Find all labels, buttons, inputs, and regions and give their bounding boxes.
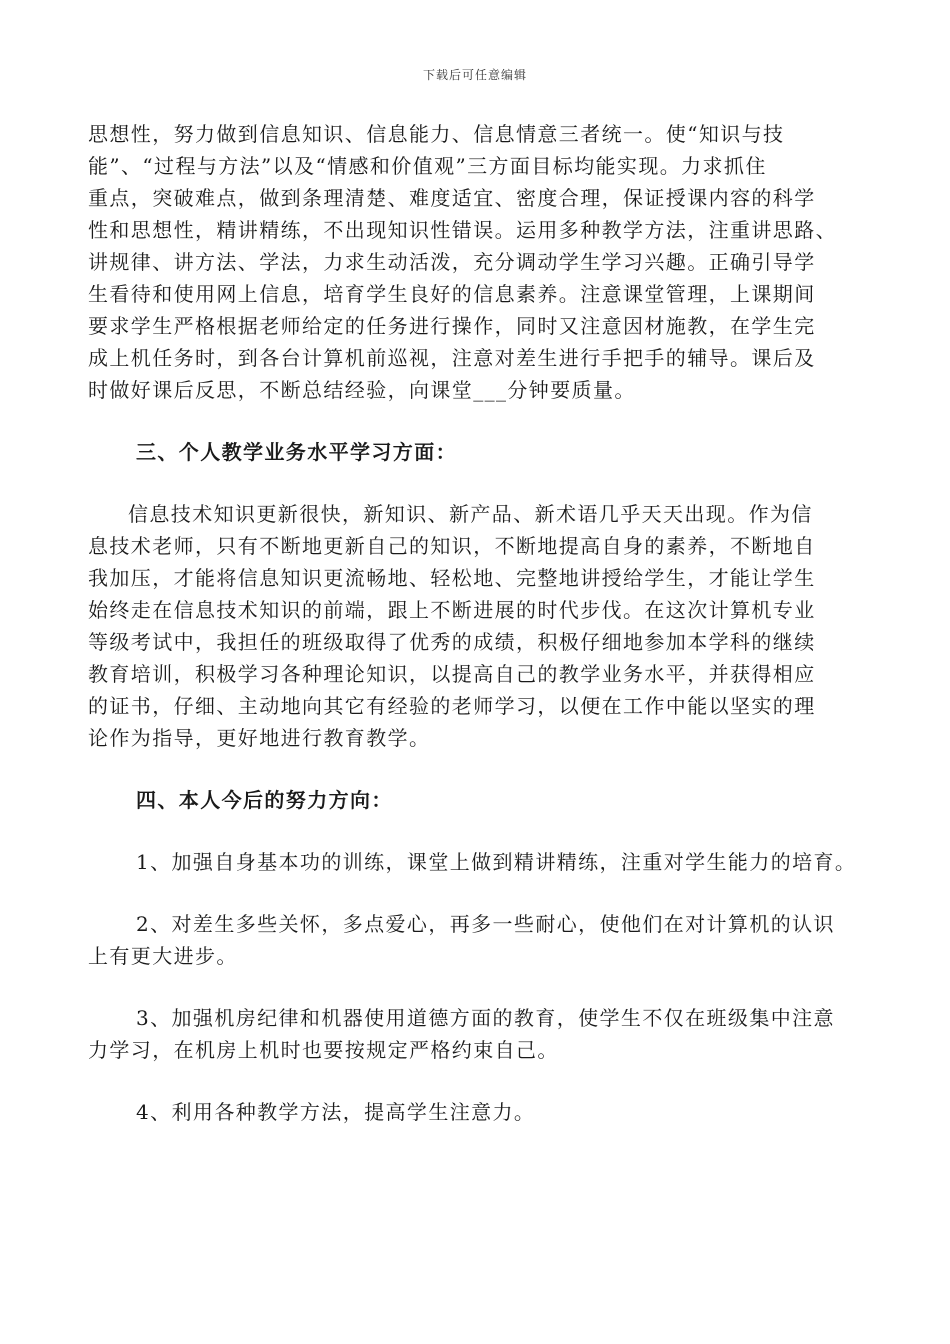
paragraph-line: 要求学生严格根据老师给定的任务进行操作，同时又注意因材施教，在学生完 — [88, 314, 816, 338]
paragraph-line: 的证书，仔细、主动地向其它有经验的老师学习，以便在工作中能以坚实的理 — [88, 694, 816, 718]
document-body — [88, 118, 868, 1128]
paragraph-line: 时做好课后反思，不断总结经验，向课堂___分钟要质量。 — [88, 378, 636, 402]
paragraph-line: 息技术老师，只有不断地更新自己的知识，不断地提高自身的素养，不断地自 — [88, 534, 816, 558]
list-item-3 — [88, 1002, 868, 1066]
paragraph-teaching — [88, 118, 868, 406]
paragraph-study — [88, 498, 868, 754]
paragraph-line: 思想性，努力做到信息知识、信息能力、信息情意三者统一。使“知识与技 — [88, 122, 785, 146]
paragraph-line: 性和思想性，精讲精练，不出现知识性错误。运用多种教学方法，注重讲思路、 — [88, 218, 837, 242]
section-heading-3: 三、个人教学业务水平学习方面： — [136, 440, 457, 464]
list-item-4: 4、利用各种教学方法，提高学生注意力。 — [136, 1100, 536, 1124]
list-item-line: 2、对差生多些关怀，多点爱心，再多一些耐心，使他们在对计算机的认识 — [136, 912, 835, 936]
paragraph-line: 能”、“过程与方法”以及“情感和价值观”三方面目标均能实现。力求抓住 — [88, 154, 767, 178]
list-item-2 — [88, 908, 868, 972]
paragraph-line: 等级考试中，我担任的班级取得了优秀的成绩，积极仔细地参加本学科的继续 — [88, 630, 816, 654]
paragraph-line: 重点，突破难点，做到条理清楚、难度适宜、密度合理，保证授课内容的科学 — [88, 186, 816, 210]
paragraph-line: 成上机任务时，到各台计算机前巡视，注意对差生进行手把手的辅导。课后及 — [88, 346, 816, 370]
list-item-1: 1、加强自身基本功的训练，课堂上做到精讲精练，注重对学生能力的培育。 — [136, 850, 857, 874]
list-item-line: 上有更大进步。 — [88, 944, 238, 968]
paragraph-line: 论作为指导，更好地进行教育教学。 — [88, 726, 431, 750]
list-item-line: 3、加强机房纪律和机器使用道德方面的教育，使学生不仅在班级集中注意 — [136, 1006, 835, 1030]
section-heading-4: 四、本人今后的努力方向： — [136, 788, 393, 812]
paragraph-line: 始终走在信息技术知识的前端，跟上不断进展的时代步伐。在这次计算机专业 — [88, 598, 816, 622]
list-item-line: 力学习，在机房上机时也要按规定严格约束自己。 — [88, 1038, 559, 1062]
paragraph-line: 教育培训，积极学习各种理论知识，以提高自己的教学业务水平，并获得相应 — [88, 662, 816, 686]
paragraph-line: 我加压，才能将信息知识更流畅地、轻松地、完整地讲授给学生，才能让学生 — [88, 566, 816, 590]
paragraph-line: 讲规律、讲方法、学法，力求生动活泼，充分调动学生学习兴趣。正确引导学 — [88, 250, 816, 274]
page-header: 下载后可任意编辑 — [422, 68, 527, 82]
paragraph-line: 信息技术知识更新很快，新知识、新产品、新术语几乎天天出现。作为信 — [128, 502, 813, 526]
paragraph-line: 生看待和使用网上信息，培育学生良好的信息素养。注意课堂管理，上课期间 — [88, 282, 816, 306]
